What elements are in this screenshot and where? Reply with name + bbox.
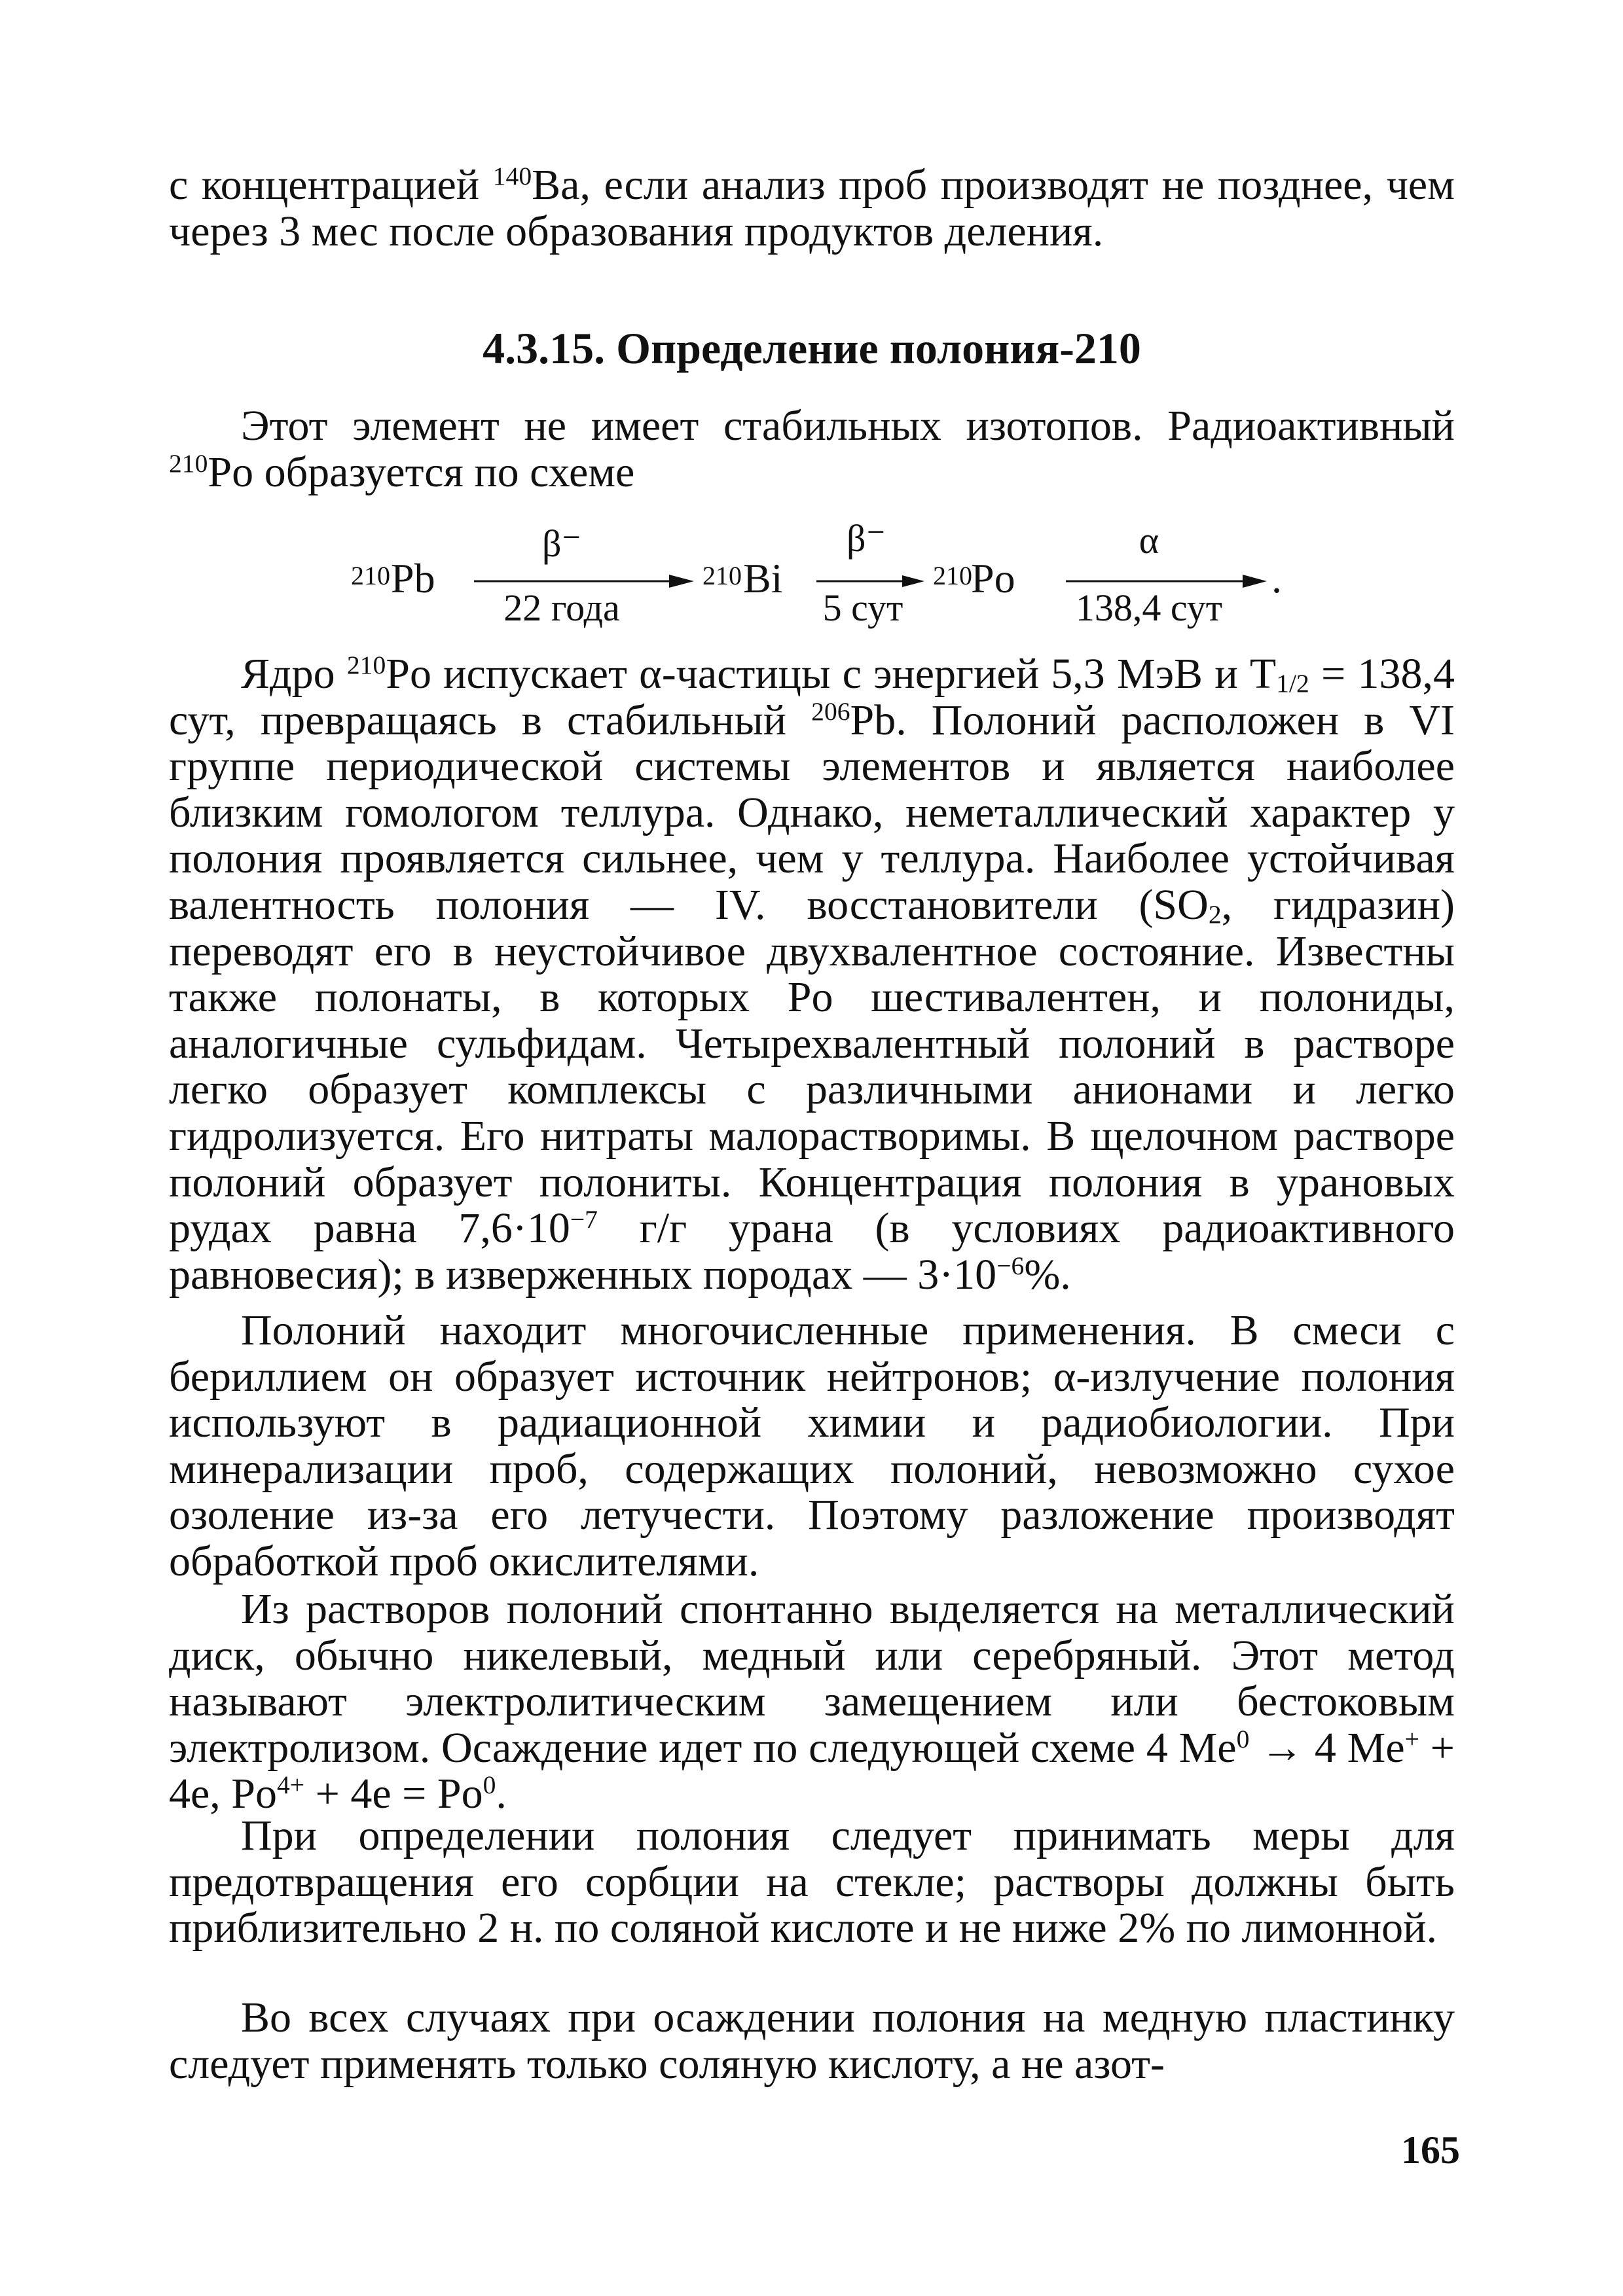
arrow3-head — [1243, 575, 1267, 588]
mass-number: 210 — [346, 651, 386, 680]
p1-text: %. — [1024, 1250, 1071, 1299]
lead-text: Этот элемент не имеет стабильных изотопов. Радиоактивный — [241, 402, 1455, 450]
arrow1-head — [669, 575, 694, 588]
bi-symbol: Bi — [743, 555, 783, 601]
exponent: −7 — [570, 1205, 598, 1234]
po-symbol: Po — [971, 555, 1015, 601]
intro-text-end: Ba, если анализ проб производят не позднее, чем через 3 мес после образования продуктов деления. — [169, 161, 1455, 255]
p3-text: → 4 Me — [1249, 1723, 1405, 1772]
charge-superscript: 4+ — [277, 1770, 305, 1800]
p1-text: , гидразин) переводят его в неустойчивое двухвалентное состояние. Известны также полонаты, в которых Po шестивалентен, и полониды, аналогичные сульфидам. Четырехвалентный полоний в растворе легко образует комплексы с различными анионами и легко гидролизуется. Его нитраты малорастворимы. В щелочном растворе полоний образует полониты. Концентрация полония в урановых рудах равна 7,6·10 — [169, 880, 1455, 1253]
formula-subscript: 2 — [1208, 899, 1222, 929]
bi-mass-number: 210 — [702, 561, 742, 590]
pb-symbol: Pb — [391, 555, 435, 601]
arrow2-head — [902, 575, 924, 587]
polonium-properties-paragraph — [169, 651, 1455, 1298]
po-mass-number: 210 — [933, 561, 972, 590]
arrow1-label: β⁻ — [541, 522, 582, 565]
p3-text: Из растворов полоний спонтанно выделяется на металлический диск, обычно никелевый, медный или серебряный. Этот метод называют электролитическим замещением или бестоковым электролизом. Осаждение идет по следующей схеме 4 Me — [169, 1585, 1455, 1772]
pb-mass-number: 210 — [351, 561, 390, 590]
p3-text: + 4e = Po — [304, 1770, 483, 1818]
mass-number: 206 — [811, 696, 850, 726]
p3-text: . — [496, 1770, 507, 1818]
arrow1-time: 22 года — [503, 586, 620, 629]
mass-number: 210 — [169, 448, 208, 478]
p1-text: Po испускает α-частицы с энергией 5,3 МэВ и T — [386, 650, 1277, 698]
exponent: −6 — [996, 1251, 1025, 1280]
charge-superscript: 0 — [483, 1770, 496, 1800]
arrow2-time: 5 сут — [822, 586, 903, 629]
copper-plate-paragraph: Во всех случаях при осаждении полония на медную пластинку следует применять только соляную кислоту, а не азот- — [169, 1994, 1455, 2088]
half-life-subscript: 1/2 — [1276, 668, 1309, 698]
p1-text: Ядро — [241, 650, 347, 698]
mass-number: 140 — [492, 162, 532, 191]
page-number: 165 — [1401, 2128, 1460, 2172]
charge-superscript: 0 — [1236, 1725, 1250, 1754]
sorption-paragraph: При определении полония следует принимать меры для предотвращения его сорбции на стекле; растворы должны быть приблизительно 2 н. по соляной кислоте и не ниже 2% по лимонной. — [169, 1812, 1455, 1952]
charge-superscript: + — [1404, 1725, 1419, 1754]
scheme-end-mark: . — [1271, 555, 1282, 601]
applications-paragraph: Полоний находит многочисленные применения. В смеси с бериллием он образует источник нейтронов; α-излучение полония используют в радиационной химии и радиобиологии. При минерализации проб, содержащих полоний, невозможно сухое озоление из-за его летучести. Поэтому разложение производят обработкой проб окислителями. — [169, 1306, 1455, 1585]
p3-text: + 4e, Po — [169, 1723, 1455, 1818]
p1-text: Pb. Полоний расположен в VI группе периодической системы элементов и является наиболее близким гомологом теллура. Однако, неметаллический характер у полония проявляется сильнее, чем у теллура. Наиболее устойчивая валентность полония — IV. восстановители (SO — [169, 696, 1455, 929]
p1-text: = 138,4 сут, превращаясь в стабильный — [169, 650, 1455, 744]
section-heading: 4.3.15. Определение полония-210 — [483, 323, 1141, 373]
p1-text: г/г урана (в условиях радиоактивного равновесия); в изверженных породах — 3·10 — [169, 1204, 1455, 1299]
arrow3-label: α — [1139, 519, 1159, 562]
intro-text: с концентрацией — [169, 161, 493, 209]
lead-text-end: Po образуется по схеме — [208, 448, 635, 496]
arrow3-time: 138,4 сут — [1075, 586, 1223, 629]
deposition-paragraph — [169, 1587, 1455, 1818]
arrow2-label: β⁻ — [846, 517, 886, 560]
